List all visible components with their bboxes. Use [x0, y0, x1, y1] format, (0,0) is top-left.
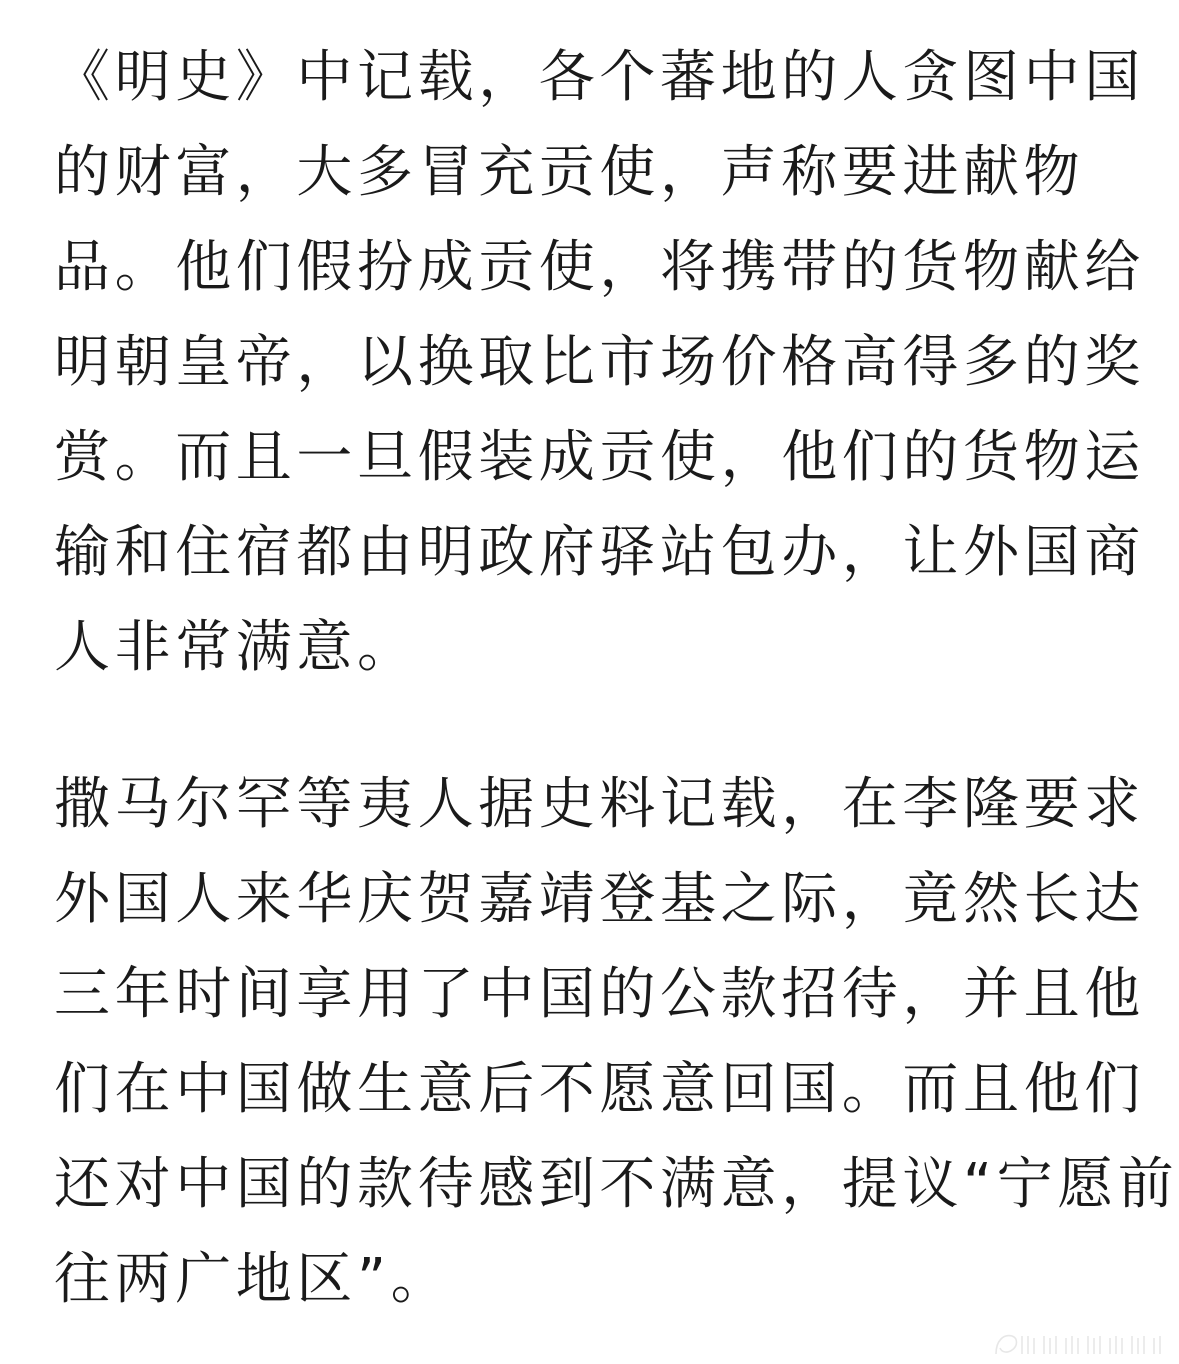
text-line: 外国人来华庆贺嘉靖登基之际，竟然长达: [54, 867, 1145, 932]
paragraph-1: [54, 30, 1145, 695]
text-line: 人非常满意。: [54, 615, 418, 680]
watermark-logo-icon: [992, 1330, 1167, 1358]
text-line: 三年时间享用了中国的公款招待，并且他: [54, 962, 1145, 1027]
article-body: [54, 30, 1179, 1327]
text-line: 输和住宿都由明政府驿站包办，让外国商: [54, 520, 1145, 585]
text-line: 还对中国的款待感到不满意，提议“宁愿前: [54, 1152, 1179, 1217]
text-line: 品。他们假扮成贡使，将携带的货物献给: [54, 235, 1145, 300]
text-line: 明朝皇帝，以换取比市场价格高得多的奖: [54, 330, 1145, 395]
text-line: 《明史》中记载，各个蕃地的人贪图中国: [54, 45, 1145, 110]
text-line: 赏。而且一旦假装成贡使，他们的货物运: [54, 425, 1145, 490]
paragraph-spacer: [54, 695, 1129, 757]
text-line: 们在中国做生意后不愿意回国。而且他们: [54, 1057, 1145, 1122]
text-line: 的财富，大多冒充贡使，声称要进献物: [54, 140, 1085, 205]
text-line: 撒马尔罕等夷人据史料记载，在李隆要求: [54, 772, 1145, 837]
paragraph-2: [54, 757, 1179, 1327]
text-line: 往两广地区”。: [54, 1247, 452, 1312]
